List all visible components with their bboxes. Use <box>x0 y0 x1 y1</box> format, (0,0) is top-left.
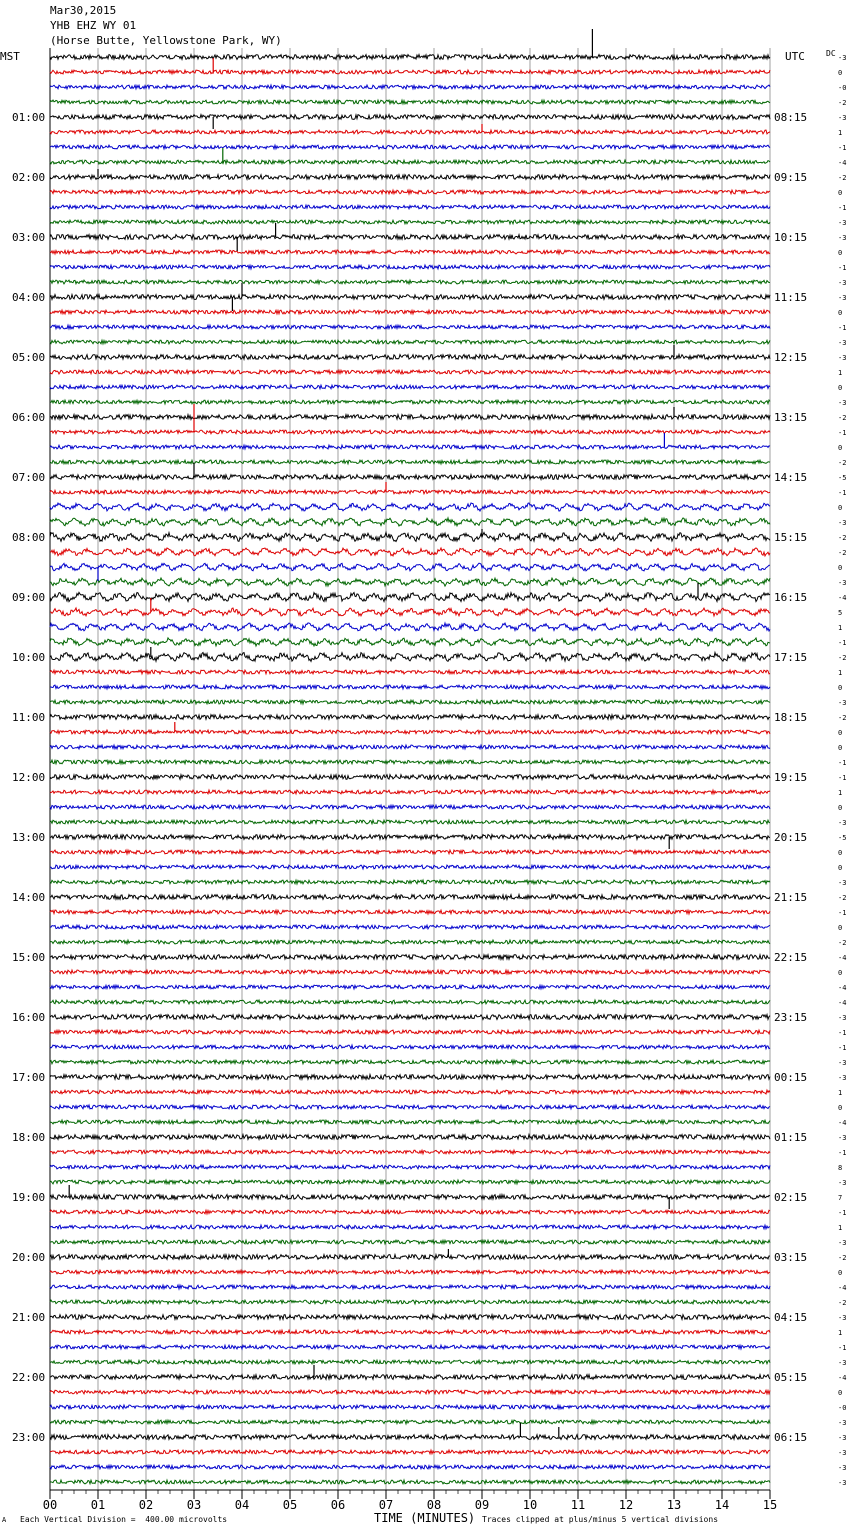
dc-offset-label: 0 <box>838 864 843 872</box>
trace-row-63 <box>50 1000 770 1004</box>
dc-offset-label: -3 <box>838 1464 847 1472</box>
right-timezone-label: UTC <box>785 50 805 63</box>
dc-offset-label: 0 <box>838 189 843 197</box>
left-hour-label: 09:00 <box>12 591 46 604</box>
trace-row-13 <box>50 250 770 254</box>
trace-row-22 <box>50 385 770 389</box>
trace-row-81 <box>50 1270 770 1274</box>
trace-row-25 <box>50 430 770 434</box>
trace-row-40 <box>50 653 770 662</box>
right-hour-label: 05:15 <box>774 1371 808 1384</box>
clip-note: Traces clipped at plus/minus 5 vertical divisions <box>482 1515 719 1524</box>
left-hour-label: 19:00 <box>12 1191 46 1204</box>
x-axis-title: TIME (MINUTES) <box>374 1511 476 1525</box>
dc-offset-label: -3 <box>838 1449 847 1457</box>
dc-offset-label: 1 <box>838 369 843 377</box>
trace-row-70 <box>50 1105 770 1109</box>
trace-row-80 <box>50 1255 770 1260</box>
dc-offset-label: -3 <box>838 1074 847 1082</box>
trace-row-47 <box>50 760 770 764</box>
right-hour-label: 03:15 <box>774 1251 808 1264</box>
dc-offset-label: -1 <box>838 759 847 767</box>
dc-offset-label: -3 <box>838 879 847 887</box>
dc-offset-label: 1 <box>838 1089 843 1097</box>
dc-offset-label: -1 <box>838 489 847 497</box>
trace-row-35 <box>50 578 770 586</box>
trace-row-52 <box>50 835 770 840</box>
right-hour-label: 00:15 <box>774 1071 808 1084</box>
left-hour-label: 12:00 <box>12 771 46 784</box>
trace-row-2 <box>50 85 770 89</box>
trace-row-0 <box>50 55 770 60</box>
dc-offset-label: -3 <box>838 1059 847 1067</box>
x-tick-label-04: 04 <box>234 1498 250 1512</box>
trace-row-23 <box>50 400 770 404</box>
left-hour-label: 04:00 <box>12 291 46 304</box>
trace-row-29 <box>50 490 770 494</box>
trace-row-14 <box>50 265 770 269</box>
dc-offset-label: -2 <box>838 654 847 662</box>
left-hour-label: 08:00 <box>12 531 46 544</box>
trace-row-88 <box>50 1375 770 1380</box>
station-location: (Horse Butte, Yellowstone Park, WY) <box>50 34 282 47</box>
x-tick-label-09: 09 <box>474 1498 490 1512</box>
dc-offset-label: -2 <box>838 459 847 467</box>
dc-offset-label: -3 <box>838 234 847 242</box>
trace-row-90 <box>50 1405 770 1409</box>
right-hour-label: 09:15 <box>774 171 808 184</box>
trace-row-24 <box>50 415 770 420</box>
dc-offset-label: -3 <box>838 1434 847 1442</box>
dc-offset-label: -3 <box>838 114 847 122</box>
dc-offset-label: 0 <box>838 729 843 737</box>
dc-offset-label: -1 <box>838 774 847 782</box>
right-hour-label: 06:15 <box>774 1431 808 1444</box>
trace-row-31 <box>50 518 770 526</box>
left-hour-label: 18:00 <box>12 1131 46 1144</box>
dc-offset-label: 1 <box>838 1329 843 1337</box>
trace-row-86 <box>50 1345 770 1349</box>
dc-offset-label: -2 <box>838 174 847 182</box>
right-hour-label: 18:15 <box>774 711 808 724</box>
trace-row-50 <box>50 805 770 809</box>
dc-offset-label: 7 <box>838 1194 843 1202</box>
trace-row-46 <box>50 745 770 749</box>
dc-offset-label: 1 <box>838 789 843 797</box>
right-hour-label: 20:15 <box>774 831 808 844</box>
dc-offset-label: 8 <box>838 1164 843 1172</box>
dc-offset-label: -4 <box>838 594 847 602</box>
trace-row-53 <box>50 850 770 854</box>
x-tick-label-12: 12 <box>618 1498 634 1512</box>
dc-offset-label: -3 <box>838 519 847 527</box>
trace-row-68 <box>50 1075 770 1080</box>
trace-row-10 <box>50 205 770 209</box>
right-hour-label: 04:15 <box>774 1311 808 1324</box>
dc-offset-label: 0 <box>838 564 843 572</box>
trace-row-61 <box>50 970 770 974</box>
right-hour-label: 02:15 <box>774 1191 808 1204</box>
right-hour-label: 11:15 <box>774 291 808 304</box>
dc-offset-label: -3 <box>838 399 847 407</box>
trace-row-65 <box>50 1030 770 1034</box>
trace-row-71 <box>50 1120 770 1124</box>
trace-row-49 <box>50 790 770 794</box>
dc-offset-label: -1 <box>838 909 847 917</box>
dc-offset-label: 5 <box>838 609 843 617</box>
dc-offset-label: 0 <box>838 684 843 692</box>
trace-row-93 <box>50 1450 770 1454</box>
dc-offset-label: -4 <box>838 159 847 167</box>
trace-row-77 <box>50 1210 770 1214</box>
dc-offset-label: 1 <box>838 624 843 632</box>
trace-row-43 <box>50 700 770 704</box>
right-hour-label: 10:15 <box>774 231 808 244</box>
dc-offset-label: -3 <box>838 339 847 347</box>
dc-offset-label: -3 <box>838 1239 847 1247</box>
trace-row-45 <box>50 730 770 734</box>
trace-row-83 <box>50 1300 770 1304</box>
trace-row-59 <box>50 940 770 944</box>
x-tick-label-13: 13 <box>666 1498 682 1512</box>
dc-offset-label: 0 <box>838 1104 843 1112</box>
trace-row-30 <box>50 503 770 511</box>
trace-row-3 <box>50 100 770 104</box>
dc-offset-label: -3 <box>838 1134 847 1142</box>
dc-offset-label: -1 <box>838 204 847 212</box>
right-hour-label: 16:15 <box>774 591 808 604</box>
dc-offset-label: -3 <box>838 1419 847 1427</box>
dc-offset-label: -1 <box>838 429 847 437</box>
left-hour-label: 23:00 <box>12 1431 46 1444</box>
dc-offset-label: -4 <box>838 999 847 1007</box>
dc-offset-label: 0 <box>838 504 843 512</box>
trace-row-21 <box>50 370 770 374</box>
trace-row-16 <box>50 295 770 300</box>
dc-offset-label: -3 <box>838 279 847 287</box>
dc-offset-label: -5 <box>838 834 847 842</box>
right-hour-label: 23:15 <box>774 1011 808 1024</box>
left-hour-label: 13:00 <box>12 831 46 844</box>
right-hour-label: 12:15 <box>774 351 808 364</box>
x-tick-label-07: 07 <box>378 1498 394 1512</box>
trace-row-33 <box>50 548 770 556</box>
dc-offset-label: 0 <box>838 444 843 452</box>
trace-row-48 <box>50 775 770 780</box>
trace-row-73 <box>50 1150 770 1154</box>
left-hour-label: 05:00 <box>12 351 46 364</box>
trace-row-66 <box>50 1045 770 1049</box>
x-tick-label-01: 01 <box>90 1498 106 1512</box>
right-hour-label: 17:15 <box>774 651 808 664</box>
dc-offset-label: -5 <box>838 474 847 482</box>
dc-offset-label: -3 <box>838 579 847 587</box>
trace-row-56 <box>50 895 770 900</box>
x-tick-label-03: 03 <box>186 1498 202 1512</box>
dc-offset-label: -4 <box>838 1119 847 1127</box>
trace-row-39 <box>50 638 770 646</box>
trace-row-64 <box>50 1015 770 1020</box>
dc-offset-label: -3 <box>838 354 847 362</box>
dc-column-label: DC <box>826 49 836 58</box>
x-tick-label-08: 08 <box>426 1498 442 1512</box>
dc-offset-label: 0 <box>838 744 843 752</box>
left-hour-label: 11:00 <box>12 711 46 724</box>
dc-offset-label: -4 <box>838 954 847 962</box>
dc-offset-label: -2 <box>838 99 847 107</box>
trace-row-51 <box>50 820 770 824</box>
right-hour-label: 21:15 <box>774 891 808 904</box>
trace-row-92 <box>50 1435 770 1440</box>
dc-offset-label: -1 <box>838 1149 847 1157</box>
trace-row-72 <box>50 1135 770 1140</box>
right-hour-label: 22:15 <box>774 951 808 964</box>
x-tick-label-02: 02 <box>138 1498 154 1512</box>
dc-offset-label: 0 <box>838 69 843 77</box>
time-grid <box>50 48 770 1499</box>
right-hour-label: 14:15 <box>774 471 808 484</box>
trace-row-12 <box>50 235 770 240</box>
left-hour-label: 15:00 <box>12 951 46 964</box>
trace-row-76 <box>50 1195 770 1200</box>
trace-row-37 <box>50 608 770 616</box>
left-hour-label: 10:00 <box>12 651 46 664</box>
trace-row-42 <box>50 685 770 689</box>
left-hour-label: 16:00 <box>12 1011 46 1024</box>
dc-offset-label: -1 <box>838 1209 847 1217</box>
trace-row-15 <box>50 280 770 284</box>
trace-row-38 <box>50 623 770 631</box>
dc-offset-label: -1 <box>838 324 847 332</box>
x-tick-label-15: 15 <box>762 1498 778 1512</box>
dc-offset-label: -3 <box>838 1314 847 1322</box>
dc-offset-label: -1 <box>838 639 847 647</box>
left-hour-label: 21:00 <box>12 1311 46 1324</box>
trace-row-69 <box>50 1090 770 1094</box>
left-hour-label: 20:00 <box>12 1251 46 1264</box>
right-hour-label: 08:15 <box>774 111 808 124</box>
dc-offset-label: 1 <box>838 669 843 677</box>
trace-row-58 <box>50 925 770 929</box>
left-hour-label: 02:00 <box>12 171 46 184</box>
dc-offset-label: -1 <box>838 1029 847 1037</box>
trace-row-4 <box>50 115 770 120</box>
corner-mark: A <box>2 1516 7 1524</box>
dc-offset-label: 0 <box>838 309 843 317</box>
plot-date: Mar30,2015 <box>50 4 117 17</box>
trace-row-78 <box>50 1225 770 1229</box>
dc-offset-label: -0 <box>838 84 847 92</box>
left-hour-label: 14:00 <box>12 891 46 904</box>
left-hour-label: 03:00 <box>12 231 46 244</box>
trace-row-54 <box>50 865 770 869</box>
trace-row-26 <box>50 445 770 449</box>
dc-offset-label: -4 <box>838 984 847 992</box>
dc-offset-label: -1 <box>838 144 847 152</box>
dc-offset-label: 0 <box>838 1269 843 1277</box>
dc-offset-label: -4 <box>838 1374 847 1382</box>
right-hour-label: 15:15 <box>774 531 808 544</box>
axis-labels <box>12 54 846 1512</box>
trace-row-18 <box>50 325 770 329</box>
x-tick-label-00: 00 <box>42 1498 58 1512</box>
trace-row-74 <box>50 1165 770 1169</box>
trace-row-94 <box>50 1465 770 1469</box>
trace-row-20 <box>50 355 770 360</box>
trace-row-7 <box>50 160 770 164</box>
dc-offset-label: -4 <box>838 1284 847 1292</box>
trace-row-84 <box>50 1315 770 1320</box>
trace-row-36 <box>50 592 770 601</box>
trace-row-44 <box>50 715 770 720</box>
dc-offset-label: -3 <box>838 1014 847 1022</box>
dc-offset-label: -3 <box>838 1359 847 1367</box>
trace-row-62 <box>50 985 770 989</box>
dc-offset-label: 0 <box>838 1389 843 1397</box>
dc-offset-label: -2 <box>838 1254 847 1262</box>
trace-row-6 <box>50 145 770 149</box>
right-hour-label: 01:15 <box>774 1131 808 1144</box>
trace-row-55 <box>50 880 770 884</box>
x-tick-label-11: 11 <box>570 1498 586 1512</box>
left-timezone-label: MST <box>0 50 20 63</box>
trace-group <box>50 29 770 1484</box>
trace-row-91 <box>50 1420 770 1424</box>
dc-offset-label: 1 <box>838 129 843 137</box>
x-tick-label-05: 05 <box>282 1498 298 1512</box>
dc-offset-label: -3 <box>838 1479 847 1487</box>
dc-offset-label: -3 <box>838 294 847 302</box>
vertical-scale-note: Each Vertical Division = 400.00 microvolts <box>20 1515 228 1524</box>
dc-offset-label: 0 <box>838 849 843 857</box>
trace-row-1 <box>50 70 770 74</box>
trace-row-95 <box>50 1480 770 1484</box>
dc-offset-label: -2 <box>838 714 847 722</box>
dc-offset-label: -3 <box>838 219 847 227</box>
dc-offset-label: 0 <box>838 249 843 257</box>
dc-offset-label: -1 <box>838 264 847 272</box>
x-tick-label-10: 10 <box>522 1498 538 1512</box>
dc-offset-label: 0 <box>838 969 843 977</box>
trace-row-5 <box>50 130 770 134</box>
left-hour-label: 07:00 <box>12 471 46 484</box>
trace-row-34 <box>50 563 770 571</box>
dc-offset-label: -2 <box>838 534 847 542</box>
dc-offset-label: 1 <box>838 1224 843 1232</box>
trace-row-85 <box>50 1330 770 1334</box>
x-tick-label-14: 14 <box>714 1498 730 1512</box>
trace-row-57 <box>50 910 770 914</box>
dc-offset-label: -2 <box>838 549 847 557</box>
trace-row-82 <box>50 1285 770 1289</box>
right-hour-label: 19:15 <box>774 771 808 784</box>
dc-offset-label: -1 <box>838 1044 847 1052</box>
trace-row-79 <box>50 1240 770 1244</box>
trace-row-17 <box>50 310 770 314</box>
trace-row-60 <box>50 955 770 960</box>
trace-row-89 <box>50 1390 770 1394</box>
left-hour-label: 06:00 <box>12 411 46 424</box>
dc-offset-label: -3 <box>838 1179 847 1187</box>
trace-row-67 <box>50 1060 770 1064</box>
trace-row-32 <box>50 532 770 541</box>
dc-offset-label: -1 <box>838 1344 847 1352</box>
dc-offset-label: 0 <box>838 384 843 392</box>
trace-row-75 <box>50 1180 770 1184</box>
right-hour-label: 13:15 <box>774 411 808 424</box>
dc-offset-label: -2 <box>838 939 847 947</box>
station-code: YHB EHZ WY 01 <box>50 19 137 32</box>
dc-offset-label: 0 <box>838 924 843 932</box>
left-hour-label: 22:00 <box>12 1371 46 1384</box>
x-tick-label-06: 06 <box>330 1498 346 1512</box>
dc-offset-label: -3 <box>838 54 847 62</box>
dc-offset-label: -3 <box>838 699 847 707</box>
trace-row-28 <box>50 475 770 480</box>
dc-offset-label: -2 <box>838 414 847 422</box>
dc-offset-label: -2 <box>838 894 847 902</box>
trace-row-87 <box>50 1360 770 1364</box>
dc-offset-label: -3 <box>838 819 847 827</box>
trace-row-41 <box>50 670 770 674</box>
trace-row-27 <box>50 460 770 464</box>
trace-row-19 <box>50 340 770 344</box>
trace-row-11 <box>50 220 770 224</box>
dc-offset-label: 0 <box>838 804 843 812</box>
dc-offset-label: -0 <box>838 1404 847 1412</box>
left-hour-label: 01:00 <box>12 111 46 124</box>
trace-row-8 <box>50 175 770 180</box>
left-hour-label: 17:00 <box>12 1071 46 1084</box>
dc-offset-label: -2 <box>838 1299 847 1307</box>
trace-row-9 <box>50 190 770 194</box>
